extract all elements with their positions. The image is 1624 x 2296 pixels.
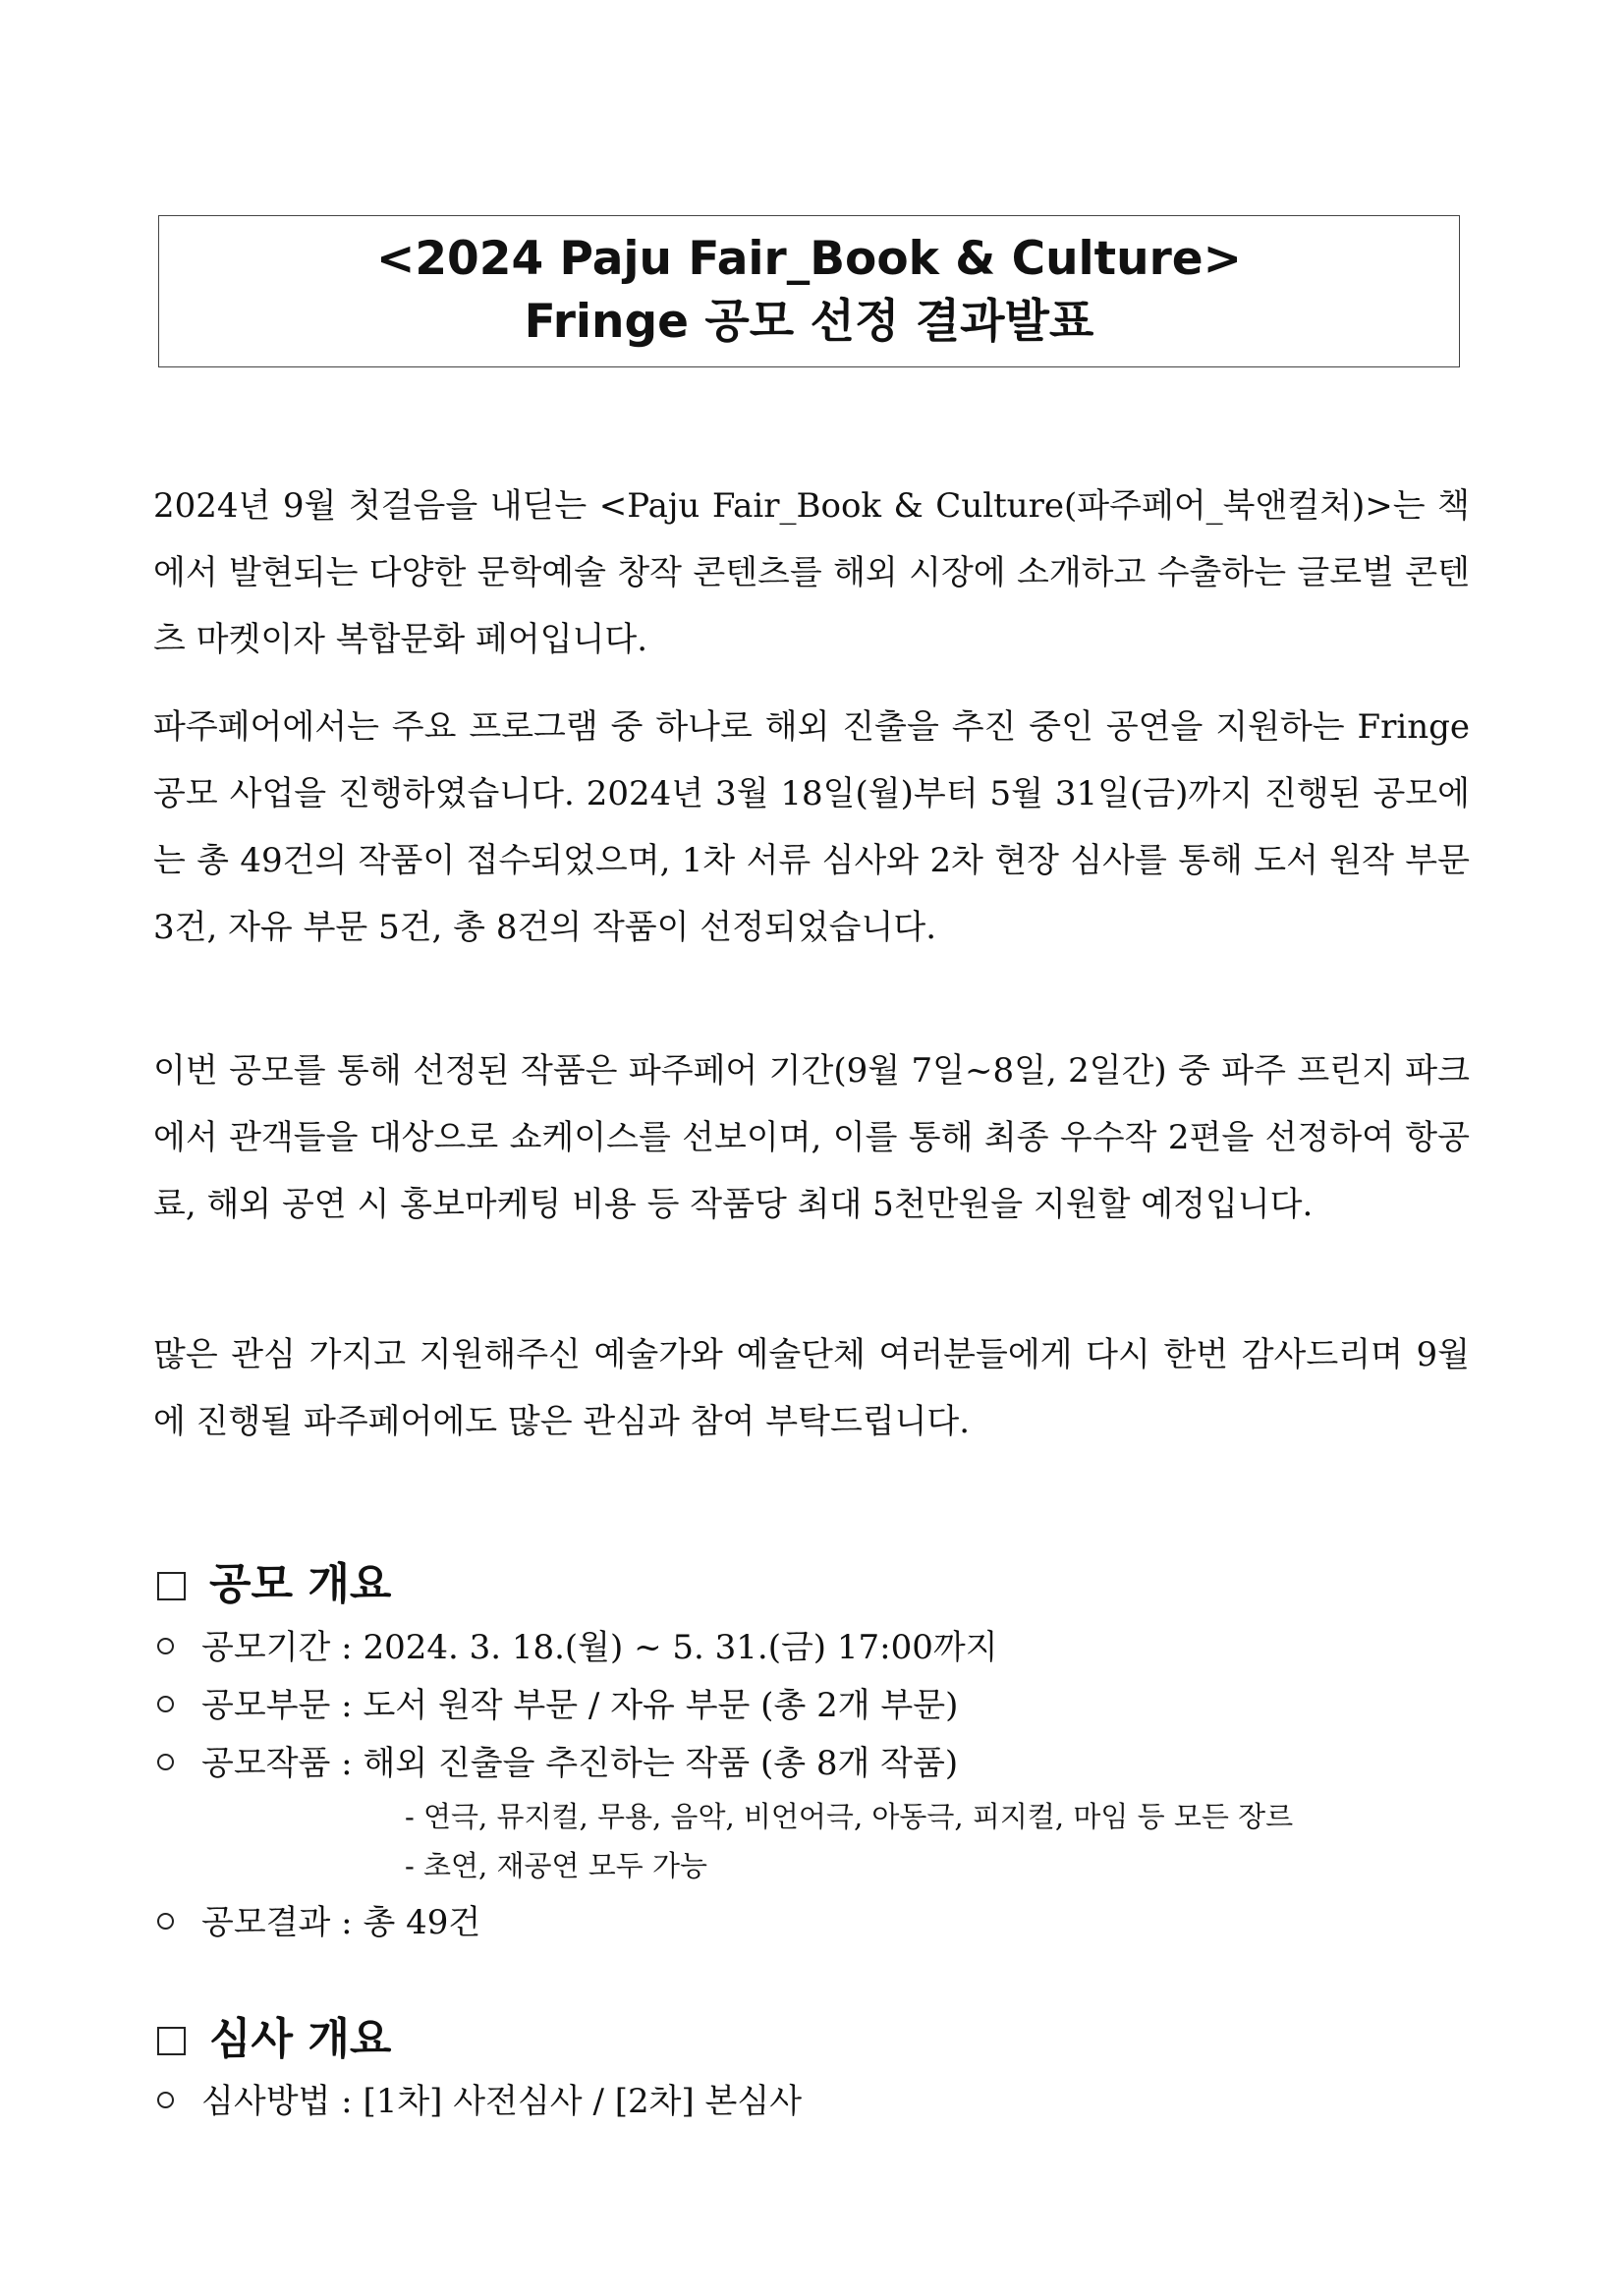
list-item [157,1737,958,1790]
list-item [157,1621,998,1674]
section-heading-review [157,2010,391,2069]
list-item-text: 공모기간 : 2024. 3. 18.(월) ~ 5. 31.(금) 17:00까지 [201,1628,998,1667]
list-item-text: 심사방법 : [1차] 사전심사 / [2차] 본심사 [201,2082,803,2121]
circle-bullet-icon [157,1754,174,1770]
title-line-1: <2024 Paju Fair_Book & Culture> [375,232,1243,286]
section-heading-label: 공모 개요 [209,1559,392,1609]
sub-item: - 연극, 뮤지컬, 무용, 음악, 비언어극, 아동극, 피지컬, 마임 등 모든 장르 [405,1800,1294,1833]
list-item [157,2075,802,2128]
list-item-text: 공모부문 : 도서 원작 부문 / 자유 부문 (총 2개 부문) [201,1686,959,1725]
checkbox-square-icon [157,2027,186,2055]
checkbox-square-icon [157,1572,186,1600]
circle-bullet-icon [157,1638,174,1654]
circle-bullet-icon [157,2092,174,2108]
list-item-text: 공모결과 : 총 49건 [201,1903,481,1942]
sub-item: - 초연, 재공연 모두 가능 [405,1849,708,1882]
support-paragraph: 이번 공모를 통해 선정된 작품은 파주페어 기간(9월 7일~8일, 2일간) 중 파주 프린지 파크에서 관객들을 대상으로 쇼케이스를 선보이며, 이를 통해 최종 우수작 2편을 선정하여 항공료, 해외 공연 시 홍보마케팅 비용 등 작품당 최대 5천만원을 지원할 예정입니다. [153,1051,1470,1224]
circle-bullet-icon [157,1696,174,1712]
list-item-text: 공모작품 : 해외 진출을 추진하는 작품 (총 8개 작품) [201,1744,959,1783]
circle-bullet-icon [157,1913,174,1930]
list-item [157,1679,958,1732]
intro-paragraph: 2024년 9월 첫걸음을 내딛는 <Paju Fair_Book & Culture(파주페어_북앤컬처)>는 책에서 발현되는 다양한 문학예술 창작 콘텐츠를 해외 시장에 소개하고 수출하는 글로벌 콘텐츠 마켓이자 복합문화 페어입니다. [153,486,1470,659]
section-heading-label: 심사 개요 [209,2014,392,2064]
program-paragraph: 파주페어에서는 주요 프로그램 중 하나로 해외 진출을 추진 중인 공연을 지원하는 Fringe 공모 사업을 진행하였습니다. 2024년 3월 18일(월)부터 5월 31일(금)까지 진행된 공모에는 총 49건의 작품이 접수되었으며, 1차 서류 심사와 2차 현장 심사를 통해 도서 원작 부문 3건, 자유 부문 5건, 총 8건의 작품이 선정되었습니다. [153,707,1470,947]
list-item [157,1896,480,1949]
thanks-paragraph: 많은 관심 가지고 지원해주신 예술가와 예술단체 여러분들에게 다시 한번 감사드리며 9월에 진행될 파주페어에도 많은 관심과 참여 부탁드립니다. [153,1335,1470,1441]
title-line-2: Fringe 공모 선정 결과발표 [524,295,1094,349]
section-heading-contest [157,1555,391,1614]
title-box [158,215,1460,367]
